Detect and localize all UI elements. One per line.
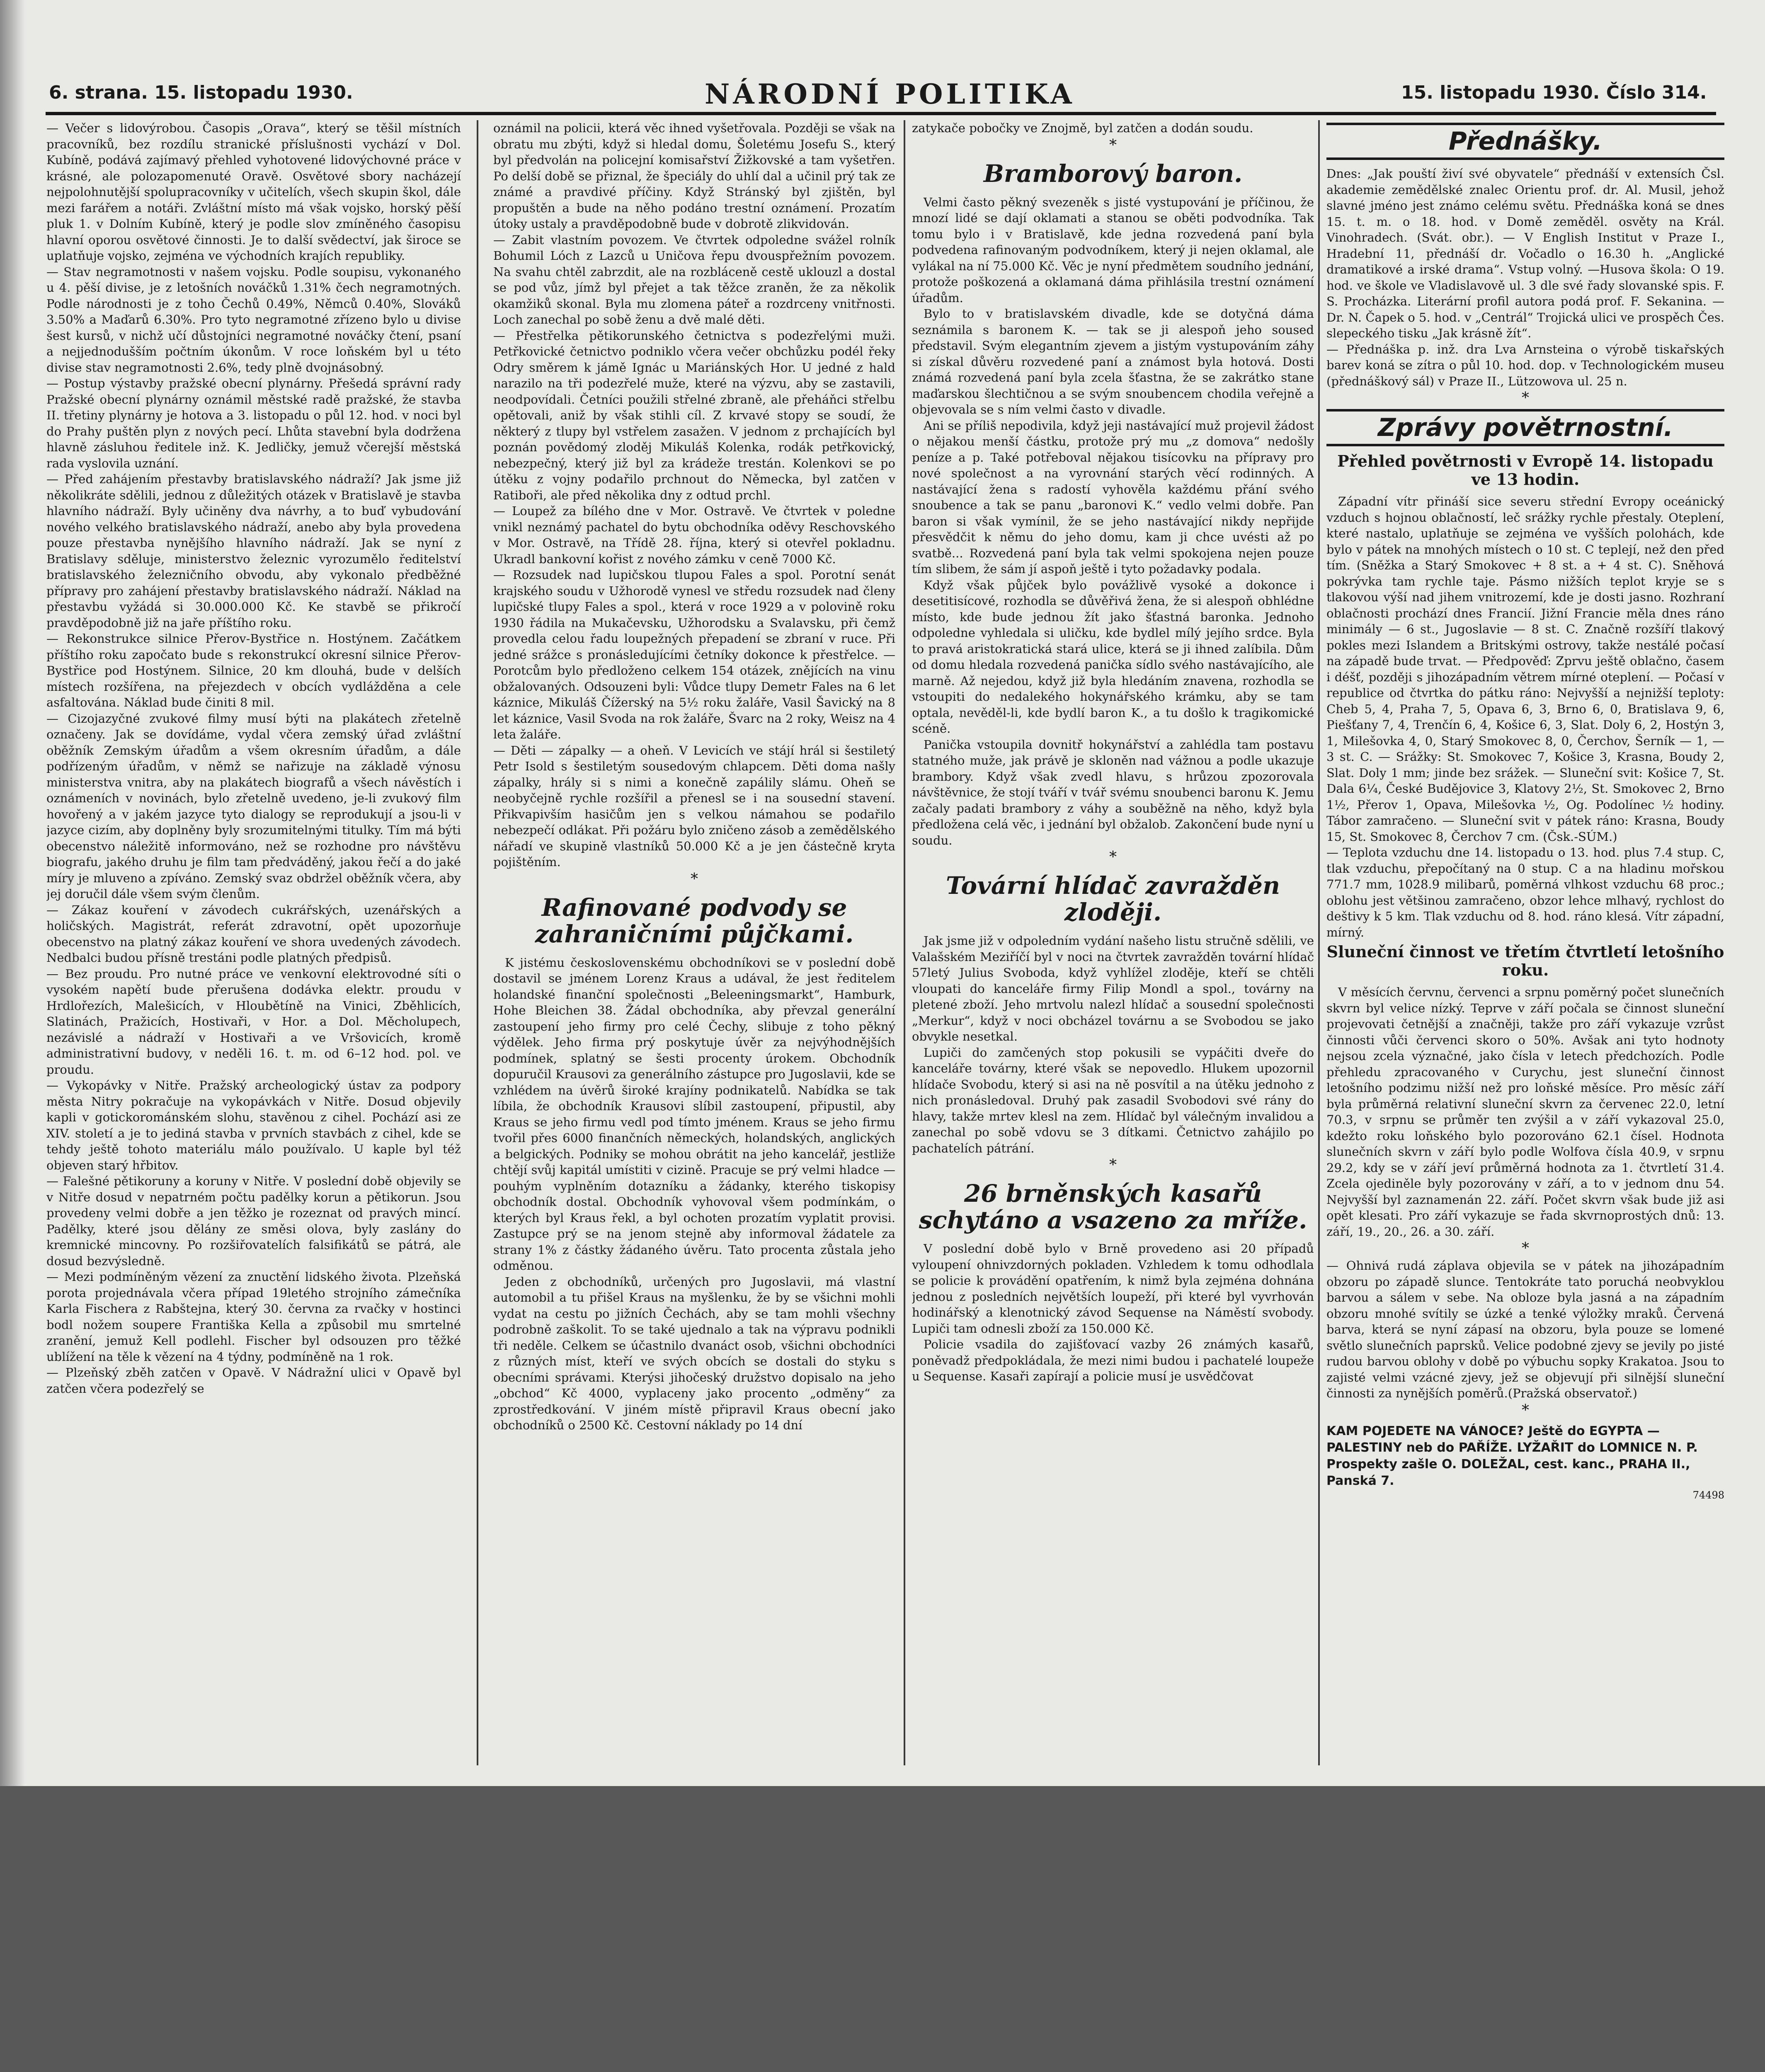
ad-number: 74498 xyxy=(1692,1489,1724,1501)
article-paragraph: K jistému československému obchodníkovi se v poslední době dostavil se jménem Lorenz Kraus a udával, že jest ředitelem holandské finanční společnosti „Beleeningsmarkt“, Hamburk, Hohe Bleichen 38. Žádal obchodníka, aby převzal generální zastoupení jeho firmy pro celé Čechy, slibuje z toho pěkný výdělek. Jeho firma prý poskytuje úvěr za nejvýhodnějších podmínek, splatný se šesti procenty úrokem. Obchodník dopuručil Krausovi za generálního zástupce pro Jugoslavii, kde se vzhlédem na úvěrů široké krajíny podnikatelů. Nabídka se tak líbila, že obchodník Krausovi slíbil zastoupení, připustil, aby Kraus se jeho firmu vedl pod tímto jménem. Kraus se jeho firmu tvořil přes 6000 finančních německých, holandských, anglických a belgických. Podniky se mohou obrátit na jeho kancelář, jestliže chtějí svůj kapitál umístiti v cizině. Pracuje se prý velmi hladce — pouhým vyplněním dotazníku a žádanky, kterého tiskopisy obchodník dostal. Obchodník vyhovoval všem podmínkám, o kterých byl Kraus řekl, a byl ochoten prozatím vyplatit provisi. Zastupce prý se na jenom stejně aby informoval žádatele za strany 1% z částky žádaného úvěru. Tato procenta zůstala jeho odměnou. xyxy=(493,955,895,1273)
article-paragraph: Panička vstoupila dovnitř hokynářství a zahlédla tam postavu statného muže, jak právě je skloněn nad vážnou a podle ukazuje brambory. Když však zvedl hlavu, s hrůzou zpozorovala návštěvnice, že stojí tváří v tvář svému snoubenci baronu K. Jemu začaly padati brambory z váhy a souběžně na něho, když byla předložena celá věc, i jednání byl obžalob. Zakončení bude nyní u soudu. xyxy=(912,737,1314,847)
article-paragraph: Jeden z obchodníků, určených pro Jugoslavii, má vlastní automobil a tu přišel Kraus na myšlenku, že by se všichni mohli vydat na cestu po jižních Čechách, aby se tam mohli všechny podrobně zaškolit. To se také ujednalo a tak na výpravu podnikli tři neděle. Celkem se účastnilo dvanáct osob, všichni obchodníci z různých míst, kteří ve svých obcích se dostali do styku s obecními správami. Kterýsi jihočeský družstvo dopisalo na jeho „obchod“ Kč 4000, vyplaceny jako procento „odměny“ za zprostředkování. V jiném místě připravil Kraus obecní jako obchodníků o 2500 Kč. Cestovní náklady po 14 dní xyxy=(493,1274,895,1432)
news-item: — Bez proudu. Pro nutné práce ve venkovní elektrovodné síti o vysokém napětí bude přerušena dodávka elektr. proudu v Hrdlořezích, Malešicích, v Hloubětíně na Vinici, Zběhlicích, Slatinách, Pražicích, Hostivaři, v Hor. a Dol. Měcholupech, nezávislé a nádraží v Hostivaři a ve Vršovicích, kromě administrativní budovy, v neděli 16. t. m. od 6–12 hod. pol. ve proudu. xyxy=(46,966,461,1077)
article-title: Tovární hlídač zavražděn zloději. xyxy=(946,871,1280,926)
news-item: — Stav negramotnosti v našem vojsku. Podle soupisu, vykonaného u 4. pěší divise, je z letošních nováčků 1.31% čech negramotných. Podle národnosti je z toho Čechů 0.49%, Němců 0.40%, Slováků 3.50% a Maďarů 6.30%. Pro tyto negramotné zřízeno bylo u divise šest kursů, v nichž učí důstojníci negramotné nováčky čtení, psaní a nejjednodušším počtním úkonům. V roce loňském byl u této divise stav negramotnosti 2.6%, tedy plně dvojnásobný. xyxy=(46,264,461,375)
news-item: — Rekonstrukce silnice Přerov-Bystřice n. Hostýnem. Začátkem příštího roku započato bude s rekonstrukcí okresní silnice Přerov-Bystřice pod Hostýnem. Silnice, 20 km dlouhá, bude v delších místech rozšířena, na přejezdech v obcích vydlážděna a cele asfaltována. Náklad bude činiti 8 mil. xyxy=(46,632,461,709)
news-item: — Ohnivá rudá záplava objevila se v pátek na jihozápadním obzoru po západě slunce. Tentokráte tato poruchá neobvyklou barvou a sálem v sebe. Na obloze byla jasná a na západním obzoru mnohé svítily se úzké a tenké výložky mraků. Červená barva, která se nyní zápasí na obzoru, byla pouze se lomené světlo slunečních paprsků. Velice podobné zjevy se jevily po jisté rudou barvou oblohy v době po výbuchu sopky Krakatoa. Jsou to zajisté velmi vzácné zjevy, jež se objevují při silnější sluneční činnosti za nynějších poměrů.(Pražská observatoř.) xyxy=(1326,1259,1724,1400)
news-item: Západní vítr přináší sice severu střední Evropy oceánický vzduch s hojnou oblačností, leč srážky rychle přestaly. Oteplení, které nastalo, uplatňuje se zejména ve vyšších polohách, kde bylo v pátek na mnohých místech o 10 st. C teplejí, než den před tím. (Sněžka a Starý Smokovec + 8 st. a + 4 st. C). Sněhová pokrývka tam rychle taje. Pásmo nižších teplot kryje se s tlakovou výší nad jihem vnitrozemí, kde je dosti jasno. Rozhraní oblačnosti prochází dnes Francií. Jižní Francie měla dnes ráno minimály — 6 st., Jugoslavie — 8 st. C. Značně rozšíří tlakový pokles mezi Islandem a Britskými ostrovy, takže nestálé počasí na západě bude trvat. — Předpověď: Zprvu ještě oblačno, časem i déšť, později s jihozápadním větrem mírné oteplení. — Počasí v republice od čtvrtka do pátku ráno: Nejvyšší a nejnižší teploty: Cheb 5, 4, Praha 7, 5, Opava 6, 3, Brno 6, 0, Bratislava 9, 6, Piešťany 7, 4, Trenčín 6, 4, Košice 6, 3, Slat. Doly 6, 2, Hostýn 3, 1, Milešovka 4, 0, Starý Smokovec 8, 0, Čerchov, Šerník — 1, — 3 st. C. — Srážky: St. Smokovec 7, Košice 3, Krasna, Boudy 2, Slat. Doly 1 mm; jinde bez srážek. — Sluneční svit: Košice 7, St. Dala 6¼, České Budějovice 3, Klatovy 2½, St. Smokovec 2, Brno 1½, Přerov 1, Opava, Milešovka ½, Og. Podolínec ½ hodiny. Tábor zamračeno. — Sluneční svit v pátek ráno: Krasna, Boudy 15, St. Smokovec 8, Čerchov 7 cm. (Čsk.-SÚM.) xyxy=(1326,494,1724,844)
section-heading-lectures: Přednášky. xyxy=(1326,123,1724,160)
column-divider xyxy=(1318,120,1320,1765)
article-title: 26 brněnských kasařů schytáno a vsazeno za mříže. xyxy=(919,1179,1307,1234)
news-item: — Plzeňský zběh zatčen v Opavě. V Nádražní ulici v Opavě byl zatčen včera podezřelý se xyxy=(46,1365,461,1396)
news-item: — Rozsudek nad lupičskou tlupou Fales a spol. Porotní senát krajského soudu v Užhorodě vynesl ve středu rozsudek nad členy lupičské tlupy Fales a spol., která v roce 1929 a v polovině roku 1930 řádila na Mukačevsku, Užhorodsku a Svalavsku, při čemž provedla celou řadu loupežných přepadení se zbraní v ruce. Při jedné srážce s pronásledujícími četníky dokonce k přestřelce. — Porotcům bylo předloženo celkem 154 otázek, znějících na vinu obžalovaných. Odsouzeni byli: Vůdce tlupy Demetr Fales na 6 let káznice, Mikuláš Čížerský na 5½ roku žaláře, Vasil Šavický na 8 let káznice, Vasil Svoda na rok žaláře, Švarc na 2 roky, Weisz na 4 leta žaláře. xyxy=(493,568,895,741)
page-header xyxy=(0,74,1765,112)
column-1 xyxy=(46,120,461,1769)
article-paragraph: Policie vsadila do zajišťovací vazby 26 známých kasařů, poněvadž předpokládala, že mezi nimi budou i pachatelé loupeže u Sequense. Kasaři zapírají a policie musí je usvědčovat xyxy=(912,1337,1314,1383)
weather-subtitle: Přehled povětrnosti v Evropě 14. listopadu ve 13 hodin. xyxy=(1337,452,1714,489)
article-title: Bramborový baron. xyxy=(983,159,1243,188)
news-item: — Vykopávky v Nitře. Pražský archeologický ústav za podpory města Nitry pokračuje na vykopávkách v Nitře. Dosud objevily kapli v gotickorománském slohu, stavěnou z cihel. Pochází asi ze XIV. století a je to jediná stavba v prvních stavbách z cihel, kde se tehdy ještě tohoto materiálu málo používalo. U kaple byl též objeven starý hřbitov. xyxy=(46,1078,461,1172)
news-item: oznámil na policii, která věc ihned vyšetřovala. Později se však na obratu mu zbýti, když si hledal domu, Šoletému Josefu S., který byl předvolán na policejní komisařství Žižkovské a tam vyšetřen. Po delší době se přiznal, že špeciály do uhlí dal a učinil prý tak ze známé a pravdivé příčiny. Když Stránský byl zjištěn, byl propuštěn a bude na něho podáno trestní oznámení. Prozatím útoky ustaly a pravděpodobně bude v dobrotě zlikvidován. xyxy=(493,121,895,231)
article-paragraph: V poslední době bylo v Brně provedeno asi 20 případů vyloupení ohnivzdorných pokladen. Vzhledem k tomu odhodlala se policie k provádění opatřením, k nimž byla zejména dohnána jednou z posledních největších loupeží, při které byl vyvrhován hodinářský a klenotnický závod Sequense na Náměstí svobody. Lupiči tam odnesli zboží za 150.000 Kč. xyxy=(912,1242,1314,1336)
separator-asterisk: * xyxy=(1109,849,1117,866)
scan-background xyxy=(0,1786,1765,2072)
news-item: — Zabit vlastním povozem. Ve čtvrtek odpoledne svážel rolník Bohumil Lóch z Lazců u Uničova řepu dvouspřežním povozem. Na svahu chtěl zabrzdit, ale na rozbláceně cestě uklouzl a dostal se pod vůz, jímž byl přejet a tak těžce zraněn, že za několik okamžiků skonal. Byla mu zlomena páteř a rozdrceny vnitřnosti. Loch zanechal po sobě ženu a dvě malé děti. xyxy=(493,232,895,327)
header-rule xyxy=(46,112,1716,115)
article-paragraph: Velmi často pěkný svezeněk s jisté vystupování je příčinou, že mnozí lidé se dají oklamati a stanou se oběti podvodníka. Tak tomu bylo i v Bratislavě, kde jedna rozvedená paní byla podvedena rafinovaným podvodníkem, který ji nejen oklamal, ale vylákal na ní 75.000 Kč. Věc je nyní předmětem soudního jednání, protože poškozená a oklamaná dáma přihlásila trestní oznámení úřadům. xyxy=(912,195,1314,305)
travel-advertisement: KAM POJEDETE NA VÁNOCE? Ještě do EGYPTA — PALESTINY neb do PAŘÍŽE. LYŽAŘIT do LOMNICE N. P. Prospekty zašle O. DOLEŽAL, cest. kanc., PRAHA II., Panská 7. xyxy=(1326,1423,1698,1488)
column-divider xyxy=(904,120,905,1765)
masthead: NÁRODNÍ POLITIKA xyxy=(705,78,1075,110)
news-item: Dnes: „Jak pouští živí své obyvatele“ přednáší v extensích Čsl. akademie zemědělské znalec Orientu prof. dr. Al. Musil, jehož slavné jméno jest známo celému světu. Přednáška koná se dnes 15. t. m. o 18. hod. v Domě zeměděl. osvěty na Král. Vinohradech. (Svát. obr.). — V English Institut v Praze I., Hradební 11, přednáší dr. Vočadlo o 16.30 h. „Anglické dramatikové a irské drama“. Vstup volný. —Husova škola: O 19. hod. ve škole ve Vladislavově ul. 3 dle své řady slovanské spis. F. S. Procházka. Literární profil autora podá prof. F. Sekanina. — Dr. N. Čapek o 5. hod. v „Centrál“ Trojická ulici ve prospěch Čes. slepeckého tisku „Jak krásně žít“. xyxy=(1326,167,1724,340)
column-3 xyxy=(912,120,1314,1769)
article-paragraph: Když však půjček bylo povážlivě vysoké a dokonce i desetitisícové, rozhodla se důvěřivá žena, že si alespoň obhlédne místo, kde bude jednou žít jako šťastná baronka. Jednoho odpoledne vyhledala si uličku, kde bydlel mílý jejího srdce. Byla to pravá aristokratická stará ulice, která se ji ihned zalíbila. Dům od domu hledala rozvedená panička sídlo svého nastávajícího, ale marně. Až nejedou, když již byla hledáním znavena, rozhodla se vstoupiti do nedalekého hokynářského krámku, aby se tam optala, nevěděl-li, kde bydlí baron K., a tu došlo k tragikomické scéně. xyxy=(912,578,1314,736)
news-item: — Mezi podmíněným vězení za znuctění lidského života. Plzeňská porota projednávala včera případ 19letého strojního zámečníka Karla Fischera z Rabštejna, který 30. června za rvačky v hostinci bodl nožem souperе Františka Kella a způsobil mu smrtelné zranění, jemuž Kell podlehl. Fischer byl odsouzen pro těžké ublížení na těle k vězení na 4 týdny, podmíněně na 1 rok. xyxy=(46,1270,461,1364)
separator-asterisk: * xyxy=(1522,390,1529,407)
article-title: Rafinované podvody se zahraničními půjčkami. xyxy=(535,893,854,948)
news-item: — Před zahájením přestavby bratislavského nádraží? Jak jsme již několikráte sdělili, jednou z důležitých otázek v Bratislavě je stavba hlavního nádraží. Byly učiněny dva návrhy, a to buď vybudování nového velkého bratislavského nádraží, anebo aby byla provedena pouze přestavba nynějšího hlavního nádraží. Jak se nyní z Bratislavy sděluje, ministerstvo železnic vyrozumělo ředitelství bratislavského železničního obvodu, aby vykonalo předběžné přípravy pro zahájení přestavby bratislavského nádraží. Náklad na přestavbu vyžádá si 30.000.000 Kč. Ke stavbě se přikročí pravděpodobně již na jaře příštího roku. xyxy=(46,472,461,630)
news-item: — Postup výstavby pražské obecní plynárny. Přešedá správní rady Pražské obecní plynárny oznámil městské radě pražské, že stavba II. třetiny plynárny je hotova a 3. listopadu o půl 12. hod. v noci byl do Prahy puštěn plyn z nových pecí. Lhůta stavební byla dodržena hlavně zásluhou ředitele inž. K. Jedličky, jemuž včerejší městská rada vyslovila uznání. xyxy=(46,376,461,470)
article-paragraph: Bylo to v bratislavském divadle, kde se dotyčná dáma seznámila s baronem K. — tak se ji alespoň jeho soused představil. Svým elegantním zjevem a jistým vystupováním záhy si získal důvěru rozvedené paní a známost byla hotová. Dosti známá rozvedená paní byla zcela šťastna, že se zakrátko stane maďarskou šlechtičnou a se svým snoubencem chodila veřejně a objevovala se s ním velmi často v divadle. xyxy=(912,307,1314,416)
scan-shadow xyxy=(0,0,25,1786)
news-item: — Falešné pětikoruny a koruny v Nitře. V poslední době objevily se v Nitře dosud v nepatrném počtu padělky korun a pětikorun. Jsou provedeny velmi dobře a jen těžko je rozeznat od pravých mincí. Padělky, které jsou dělány ze směsi olova, byly zaslány do kremnické mincovny. Po rozšiřovatelích falsifikátů se pátrá, ale dosud bezvýsledně. xyxy=(46,1174,461,1268)
news-item: — Přednáška p. inž. dra Lva Arnsteina o výrobě tiskařských barev koná se zítra o půl 10. hod. dop. v Technologickém museu (přednáškový sál) v Praze II., Lützowova ul. 25 n. xyxy=(1326,342,1724,388)
news-item: — Večer s lidovýrobou. Časopis „Orava“, který se těšil místních pracovníků, bez rozdílu stranické příslušnosti vychází v Dol. Kubíně, podává zajímavý přehled vyhotovené lidovýchovné práce v krásné, ale polozapomenuté Oravě. Osvětové sbory nacházejí nejpolohnutější spolupracovníky v učitelích, všech skupin škol, dále mezi farářem a notáři. Zvláštní místo má však vojsko, horský pěší pluk 1. v Dolním Kubíně, který je podle slov zmíněného časopisu hlavní oporou osvětové činnosti. Je to další svědectví, jak široce se uplatňuje vojsko, zejména ve východních krajích republiky. xyxy=(46,121,461,263)
news-item: zatykače pobočky ve Znojmě, byl zatčen a dodán soudu. xyxy=(912,121,1253,135)
section-heading-weather: Zprávy povětrnostní. xyxy=(1326,409,1724,446)
separator-asterisk: * xyxy=(691,870,698,888)
article-paragraph: Jak jsme již v odpoledním vydání našeho listu stručně sdělili, ve Valašském Meziříčí byl v noci na čtvrtek zavražděn tovární hlídač 57letý Julius Svoboda, když vyhlížel zloděje, kteří se chtěli vloupati do kanceláře firmy Filip Mondl a spol., továrny na pletené zboží. Jeho mrtvolu nalezl hlídač a sousední společnosti „Merkur“, když v noci obcházel továrnu a se Svobodou se jako obvykle nesetkal. xyxy=(912,934,1314,1043)
sun-activity-title: Sluneční činnost ve třetím čtvrtletí letošního roku. xyxy=(1326,942,1724,979)
news-item: — Zákaz kouření v závodech cukrářských, uzenářských a holičských. Magistrát, referát zdravotní, opět upozorňuje obecenstvo na platný zákaz kouření ve shora uvedených závodech. Nedbalci budou přísně trestáni podle platných předpisů. xyxy=(46,903,461,965)
header-right: 15. listopadu 1930. Číslo 314. xyxy=(1401,82,1707,103)
separator-asterisk: * xyxy=(1109,136,1117,154)
news-item: V měsících červnu, červenci a srpnu poměrný počet slunečních skvrn byl velice nízký. Teprve v září počala se činnost sluneční projevovati četnější a značněji, takže pro září vykazuje vzrůst činnosti vůči červenci skoro o 50%. Avšak ani tyto hodnoty nejsou zcela význačné, jako čísla v letech předchozích. Podle přehledu zpracovaného v Curychu, jest sluneční činnost letošního podzimu nižší než pro loňské měsíce. Pro měsíc září byla průměrná relativní sluneční skvrn za červenec 22.0, letní 70.3, v srpnu se průměr ten zvýšil a v září vykazoval 25.0, kdežto roku loňského bylo pozorováno 62.1 čísel. Hodnota slunečních skvrn v září bylo podle Wolfova čísla 40.9, v srpnu 29.2, kdy se v září jeví průměrná hodnota za 1. čtvrtletí 31.4. Zcela ojediněle byly pozorovány v září, a to v jednom dnu 54. Nejvyšší byl zaznamenán 22. září. Počet skvrn však bude již asi opět klesati. Pro září vykazuje se řada skvrnoprostých dnů: 13. září, 19., 20., 26. a 30. září. xyxy=(1326,985,1724,1239)
header-left: 6. strana. 15. listopadu 1930. xyxy=(49,82,353,103)
news-item: — Děti — zápalky — a oheň. V Levicích ve stájí hrál si šestiletý Petr Isold s šestiletým sousedovým chlapcem. Děti doma našly zápalky, hrály si s nimi a konečně zapálily slámu. Oheň se neobyčejně rychle rozšířil a přenesl se i na sousední stavení. Přikvapivším hasičům jen s velkou námahou se podařilo nebezpečí odlákat. Při požáru bylo zničeno zásob a zemědělského nářadí ve skupině vlastníků 50.000 Kč a je jen částečně kryta pojištěním. xyxy=(493,743,895,869)
news-item: — Přestřelka pětikorunského četnictva s podezřelými muži. Petřkovické četnictvo podniklo včera večer obchůzku podél řeky Odry směrem k jámě Ignác u Mariánských Hor. U jedné z hald narazilo na tři podezřelé muže, které na výzvu, aby se zastavili, neodpovídali. Četníci použili střelné zbraně, ale přeháňci střelbu opětovali, aniž by však stihli cíl. Z krvavé stopy se soudí, že některý z tlupy byl vstřelem zasažen. V jednom z prchajících byl poznán povědomý zloděj Mikuláš Kolenka, rodák petřkovický, nebezpečný, který již byl za krádeže trestán. Kolenkovi se po útěku z vojny podařilo prchnout do Německa, byl zatčen v Ratiboři, ale před několika dny z odtud prchl. xyxy=(493,328,895,502)
news-item: — Teplota vzduchu dne 14. listopadu o 13. hod. plus 7.4 stup. C, tlak vzduchu, přepočítaný na 0 stup. C a na hladinu mořskou 771.7 mm, 1028.9 milibarů, poměrná vlhkost vzduchu 68 proc.; oblohu jest většinou zamračeno, obzor lehce mlhavý, rychlost do deštivy k 5 km. Tlak vzduchu od 8. hod. ráno klesá. Vítr západní, mírný. xyxy=(1326,845,1724,939)
news-item: — Cizojazyčné zvukové filmy musí býti na plakátech zřetelně označeny. Jak se dovídáme, vydal včera zemský úřad zvláštní oběžník Zemským úřadům a všem okresním úřadům, a dále podřízeným úřadům, v němž se nařizuje na základě výnosu ministerstva vnitra, aby na plakátech biografů a všech návěstích i oznámeních v novinách, bylo zřetelně uvedeno, je-li zvukový film hovořený a v jakém jazyce tyto dialogy se reprodukují a jsou-li v jazyce cizím, aby doplněny byly srozumitelnými titulky. Tím má býti obecenstvo náležitě informováno, než se rozhodne pro návštěvu biografu, jakého druhu je film tam předváděný, jakou řečí a do jaké míry je mluveno a zpíváno. Zemský svaz obdržel oběžník včera, aby jej doručil dále všem svým členům. xyxy=(46,711,461,901)
separator-asterisk: * xyxy=(1522,1240,1529,1257)
separator-asterisk: * xyxy=(1109,1157,1117,1174)
article-paragraph: Ani se příliš nepodivila, když jeji nastávající muž projevil žádost o nějakou menší částku, protože prý mu „z domova“ nedošly peníze a p. Také potřeboval nějakou tisícovku na přípravy pro nové společnost a na vyrovnání starých věcí rodinných. A nastávající žena s radostí vyhověla každému přání svého snoubence a tak se panu „baronovi K.“ vedlo velmi dobře. Pan baron si však vymínil, že se jeho nastávající nikdy nepřijde přesvědčit k němu do jeho domu, kam ji chce uvésti až po svatbě... Rozvedená paní byla tak velmi spokojena nejen pouze tím slibem, že sám jí aspoň ještě i tyto požadavky podala. xyxy=(912,418,1314,576)
separator-asterisk: * xyxy=(1522,1402,1529,1419)
article-paragraph: Lupiči do zamčených stop pokusili se vypáčiti dveře do kanceláře továrny, které však se nepovedlo. Hlukem upozornil hlídače Svobodu, který si asi na ně posvítil a na útěku jednoho z nich pronásledoval. Druhý pak zasadil Svobodovi své rány do hlavy, takže mrtev klesl na zem. Hlídač byl válečným invalidou a zanechal po sobě vdovu se 3 dítkami. Četnictvo zahájilo po pachatelích pátrání. xyxy=(912,1045,1314,1155)
column-2 xyxy=(493,120,895,1769)
column-divider xyxy=(477,120,478,1765)
column-4 xyxy=(1326,120,1724,1769)
news-item: — Loupež za bílého dne v Mor. Ostravě. Ve čtvrtek v poledne vnikl neznámý pachatel do bytu obchodníka oděvy Reschovského v Mor. Ostravě, na Třídě 28. října, který si otevřel pokladnu. Ukradl bankovní kořist z nového zámku v ceně 7000 Kč. xyxy=(493,504,895,566)
